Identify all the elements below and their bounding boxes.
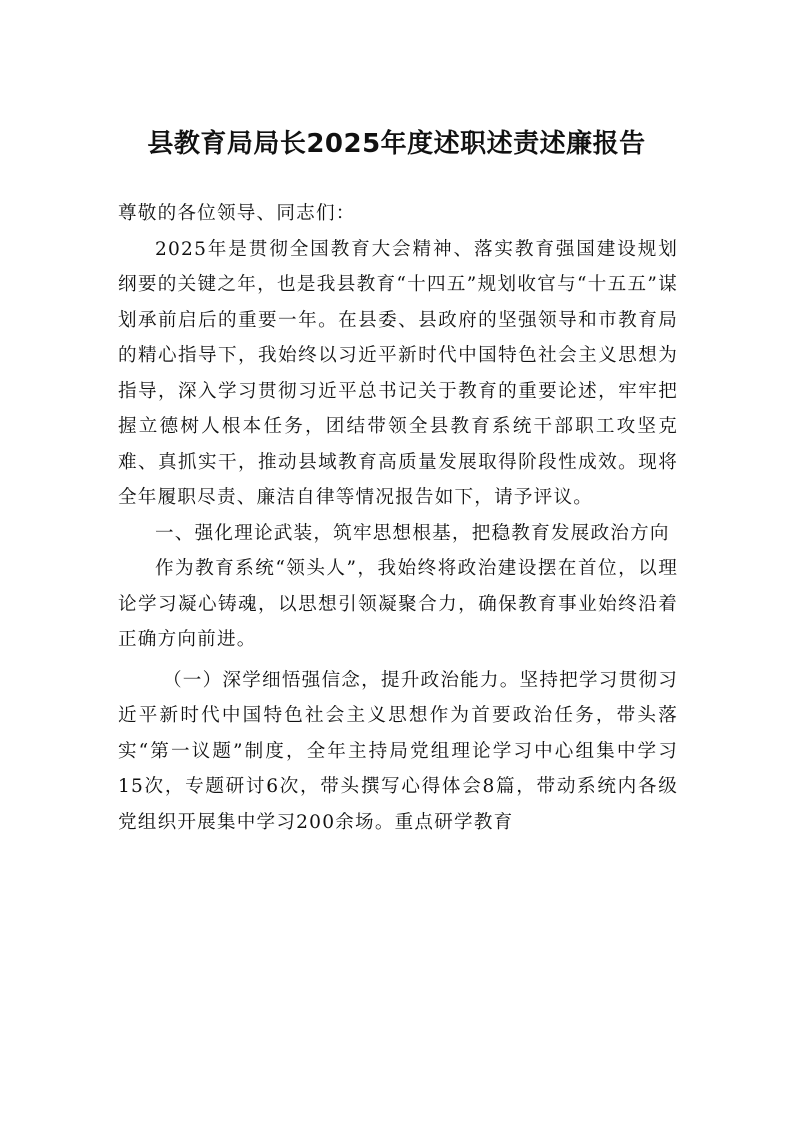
- section-heading-1: 一、强化理论武装，筑牢思想根基，把稳教育发展政治方向: [155, 522, 670, 544]
- section-1-paragraph: 作为教育系统“领头人”，我始终将政治建设摆在首位，以理论学习凝心铸魂，以思想引领凝聚合力，确保教育事业始终沿着正确方向前进。: [118, 558, 678, 650]
- subsection-1-paragraph: （一）深学细悟强信念，提升政治能力。坚持把学习贯彻习近平新时代中国特色社会主义思想作为首要政治任务，带头落实“第一议题”制度，全年主持局党组理论学习中心组集中学习15次，专题研讨6次，带头撰写心得体会8篇，带动系统内各级党组织开展集中学习200余场。重点研学教育: [118, 669, 678, 833]
- intro-paragraph: 2025年是贯彻全国教育大会精神、落实教育强国建设规划纲要的关键之年，也是我县教育“十四五”规划收官与“十五五”谋划承前启后的重要一年。在县委、县政府的坚强领导和市教育局的精心指导下，我始终以习近平新时代中国特色社会主义思想为指导，深入学习贯彻习近平总书记关于教育的重要论述，牢牢把握立德树人根本任务，团结带领全县教育系统干部职工攻坚克难、真抓实干，推动县域教育高质量发展取得阶段性成效。现将全年履职尽责、廉洁自律等情况报告如下，请予评议。: [118, 238, 678, 508]
- document-body: [118, 196, 678, 840]
- salutation: 尊敬的各位领导、同志们：: [118, 203, 356, 224]
- document-title: 县教育局局长2025年度述职述责述廉报告: [147, 129, 646, 159]
